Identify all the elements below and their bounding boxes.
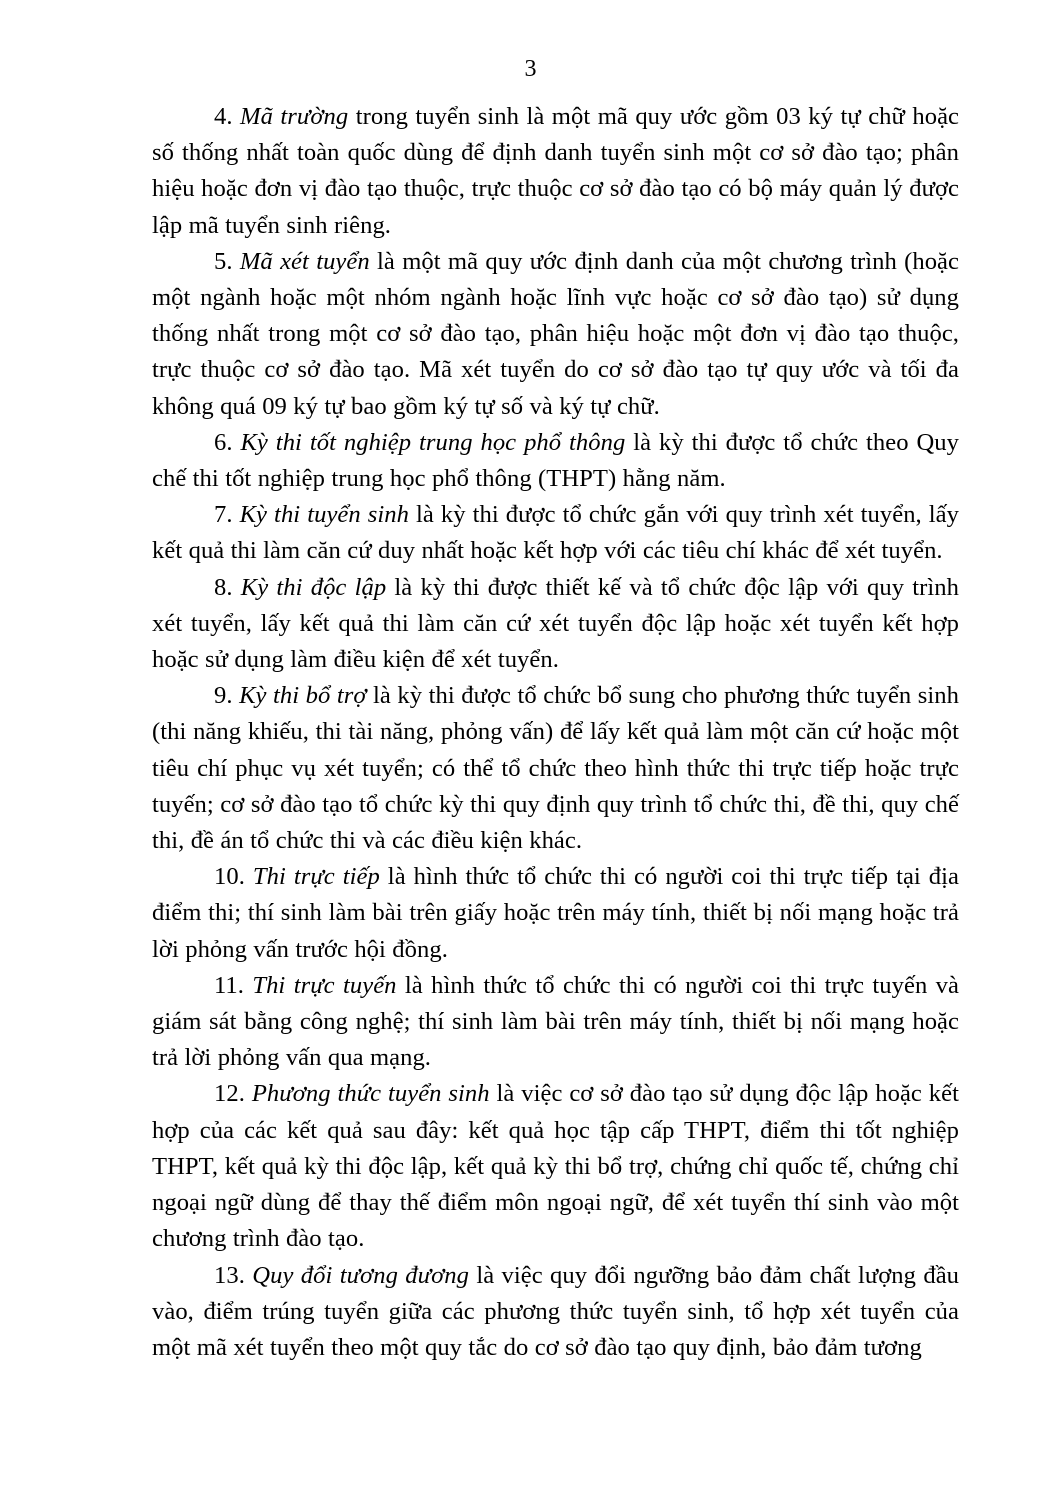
defined-term: Thi trực tiếp (252, 863, 380, 891)
defined-term: Kỳ thi tốt nghiệp trung học phổ thông (240, 428, 626, 456)
paragraph-6 (152, 425, 959, 497)
paragraph-text: trong tuyển sinh là một mã quy ước gồm 03 ký tự chữ hoặc số thống nhất toàn quốc dùng để định danh tuyển sinh một cơ sở đào tạo; phân hiệu hoặc đơn vị đào tạo thuộc, trực thuộc cơ sở đào tạo có bộ máy quản lý được lập mã tuyển sinh riêng. (152, 103, 960, 239)
paragraph-text: là việc cơ sở đào tạo sử dụng độc lập hoặc kết hợp của các kết quả sau đây: kết quả học tập cấp THPT, điểm thi tốt nghiệp THPT, kết quả kỳ thi độc lập, kết quả kỳ thi bổ trợ, chứng chỉ quốc tế, chứng chỉ ngoại ngữ dùng để thay thế điểm môn ngoại ngữ, để xét tuyển thí sinh vào một chương trình đào tạo. (152, 1080, 959, 1253)
defined-term: Kỳ thi tuyển sinh (239, 501, 409, 529)
paragraph-number: 13. (214, 1261, 245, 1289)
paragraph-number: 10. (214, 863, 245, 891)
defined-term: Kỳ thi bổ trợ (239, 682, 367, 710)
paragraph-number: 7. (214, 501, 233, 529)
defined-term: Mã trường (240, 103, 349, 130)
paragraph-number: 8. (214, 573, 233, 601)
paragraph-text: là kỳ thi được tổ chức theo Quy chế thi tốt nghiệp trung học phổ thông (THPT) hằng năm. (152, 428, 960, 493)
paragraph-number: 11. (214, 971, 244, 999)
paragraph-number: 9. (214, 682, 233, 710)
paragraph-text: là một mã quy ước định danh của một chương trình (hoặc một ngành hoặc một nhóm ngành hoặc lĩnh vực hoặc cơ sở đào tạo) sử dụng thống nhất trong một cơ sở đào tạo, phân hiệu hoặc một đơn vị đào tạo thuộc, trực thuộc cơ sở đào tạo. Mã xét tuyển do cơ sở đào tạo tự quy ước và tối đa không quá 09 ký tự bao gồm ký tự số và ký tự chữ. (152, 247, 959, 420)
paragraph-9 (152, 678, 959, 859)
defined-term: Quy đổi tương đương (252, 1261, 469, 1289)
paragraph-text: là hình thức tổ chức thi có người coi thi trực tuyến và giám sát bằng công nghệ; thí sinh làm bài trên máy tính, thiết bị nối mạng hoặc trả lời phỏng vấn qua mạng. (152, 971, 959, 1072)
defined-term: Phương thức tuyển sinh (251, 1080, 490, 1108)
paragraph-12 (152, 1076, 959, 1257)
paragraph-text: là kỳ thi được thiết kế và tổ chức độc lập với quy trình xét tuyển, lấy kết quả thi làm căn cứ xét tuyển độc lập hoặc xét tuyển kết hợp hoặc sử dụng làm điều kiện để xét tuyển. (152, 573, 959, 674)
paragraph-8 (152, 570, 959, 679)
paragraph-text: là kỳ thi được tổ chức gắn với quy trình xét tuyển, lấy kết quả thi làm căn cứ duy nhất hoặc kết hợp với các tiêu chí khác để xét tuyển. (152, 501, 959, 565)
paragraph-5 (152, 244, 959, 425)
paragraph-number: 12. (214, 1080, 245, 1108)
document-body (152, 99, 959, 1366)
paragraph-13 (152, 1258, 959, 1367)
paragraph-text: là việc quy đổi ngưỡng bảo đảm chất lượng đầu vào, điểm trúng tuyển giữa các phương thức tuyển sinh, tổ hợp xét tuyển của một mã xét tuyển theo một quy tắc do cơ sở đào tạo quy định, bảo đảm tương (152, 1261, 960, 1361)
paragraph-number: 4. (214, 103, 233, 130)
paragraph-number: 6. (214, 428, 233, 456)
paragraph-10 (152, 859, 959, 968)
paragraph-4 (152, 99, 959, 244)
paragraph-7 (152, 497, 959, 569)
defined-term: Kỳ thi độc lập (240, 573, 387, 601)
paragraph-text: là hình thức tổ chức thi có người coi thi trực tiếp tại địa điểm thi; thí sinh làm bài trên giấy hoặc trên máy tính, thiết bị nối mạng hoặc trả lời phỏng vấn trước hội đồng. (152, 863, 959, 963)
page-number: 3 (524, 56, 537, 82)
paragraph-11 (152, 968, 959, 1077)
defined-term: Mã xét tuyển (239, 247, 370, 275)
paragraph-text: là kỳ thi được tổ chức bổ sung cho phương thức tuyển sinh (thi năng khiếu, thi tài năng, phỏng vấn) để lấy kết quả làm một căn cứ hoặc một tiêu chí phục vụ xét tuyển; có thể tổ chức theo hình thức thi trực tiếp hoặc trực tuyến; cơ sở đào tạo tổ chức kỳ thi quy định quy trình tổ chức thi, đề thi, quy chế thi, đề án tổ chức thi và các điều kiện khác. (152, 682, 959, 855)
defined-term: Thi trực tuyến (252, 971, 397, 999)
paragraph-number: 5. (214, 247, 233, 275)
